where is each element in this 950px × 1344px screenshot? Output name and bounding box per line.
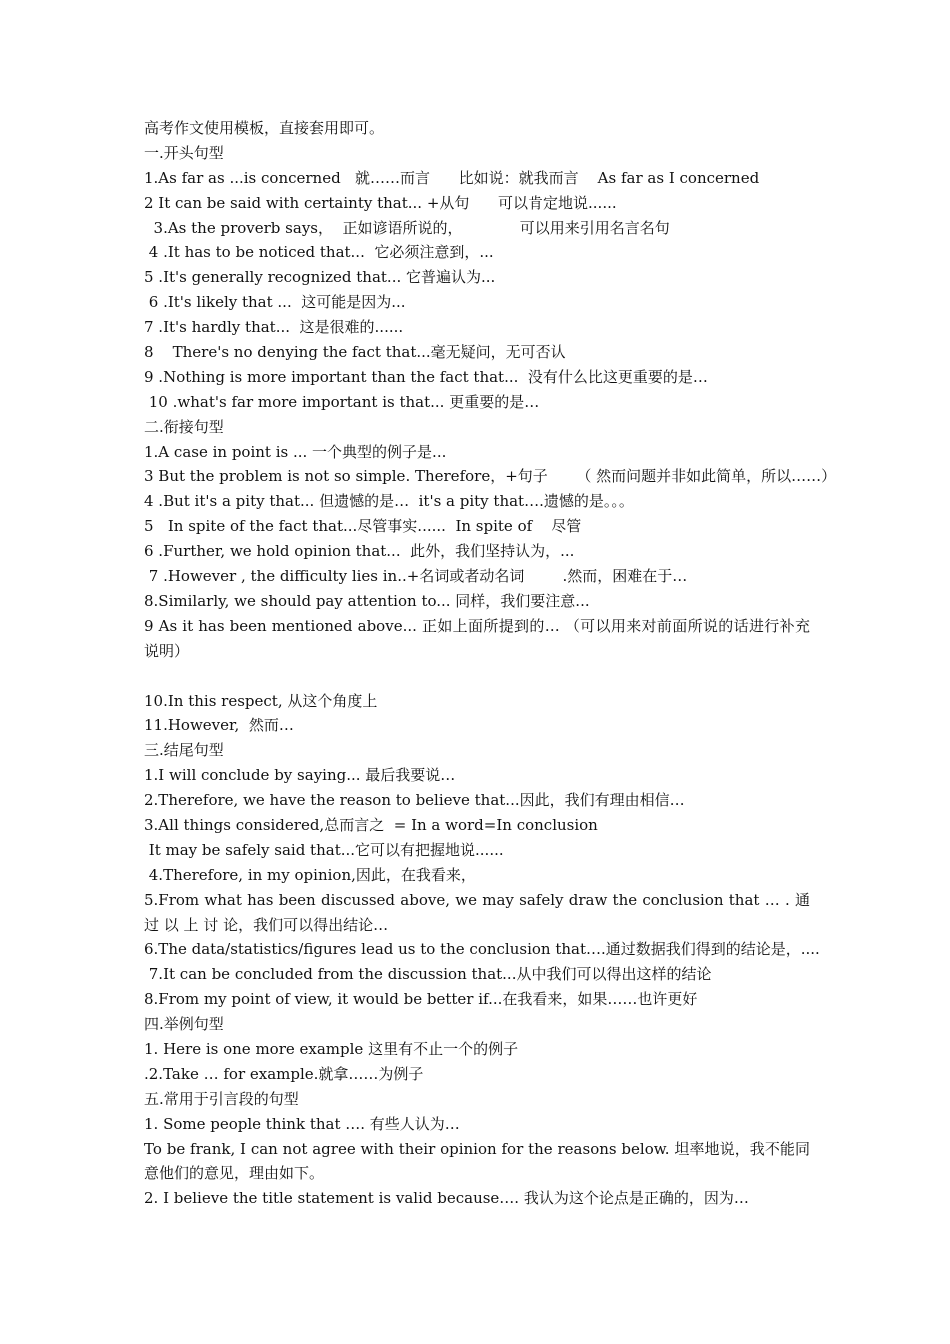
text-line: 9 .Nothing is more important than the fact that... 没有什么比这更重要的是…	[144, 367, 708, 386]
text-line: 4 .But it's a pity that... 但遗憾的是… it's a pity that….遗憾的是。。。	[144, 492, 634, 511]
section-heading-conclusion: 三.结尾句型	[144, 741, 224, 760]
text-line: 4.Therefore, in my opinion,因此，在我看来，	[144, 865, 476, 884]
text-paragraph: 5.From what has been discussed above, we may safely draw the conclusion that … . 通 过 以 上 讨 论，我们可以得出结论…	[144, 890, 810, 934]
text-line: 7.It can be concluded from the discussion that...从中我们可以得出这样的结论	[144, 965, 712, 984]
text-line: 7 .It's hardly that... 这是很难的......	[144, 318, 404, 337]
section-heading-introduction: 五.常用于引言段的句型	[144, 1089, 299, 1108]
text-line: 1.As far as ...is concerned 就……而言 比如说：就我而言 As far as I concerned	[144, 168, 760, 187]
text-line: .2.Take … for example.就拿……为例子	[144, 1064, 424, 1083]
text-paragraph: 9 As it has been mentioned above... 正如上面所提到的… （可以用来对前面所说的话进行补充说明）	[144, 616, 810, 660]
text-line: It may be safely said that...它可以有把握地说......	[144, 840, 504, 859]
document-body	[144, 116, 837, 1211]
text-line: 1. Some people think that …. 有些人认为…	[144, 1114, 460, 1133]
text-line: 2 It can be said with certainty that... +从句 可以肯定地说......	[144, 193, 617, 212]
text-line: 6 .It's likely that ... 这可能是因为...	[144, 293, 406, 312]
text-line: 3.All things considered,总而言之 = In a word=In conclusion	[144, 815, 598, 834]
document-title: 高考作文使用模板，直接套用即可。	[144, 119, 385, 137]
text-line: 8.From my point of view, it would be better if...在我看来，如果……也许更好	[144, 990, 698, 1009]
text-line: 10 .what's far more important is that... 更重要的是…	[144, 392, 540, 411]
text-line: 8 There's no denying the fact that...毫无疑问，无可否认	[144, 343, 566, 362]
text-line: 4 .It has to be noticed that... 它必须注意到，...	[144, 243, 494, 262]
text-line: 5 In spite of the fact that...尽管事实...... In spite of 尽管	[144, 517, 582, 536]
text-line: 1. Here is one more example 这里有不止一个的例子	[144, 1040, 519, 1059]
text-line: 3 But the problem is not so simple. Therefore，+句子 （ 然而问题并非如此简单，所以……）	[144, 467, 837, 486]
text-line: 11.However, 然而…	[144, 716, 294, 735]
section-heading-examples: 四.举例句型	[144, 1015, 224, 1034]
text-line: 3.As the proverb says， 正如谚语所说的， 可以用来引用名言名句	[144, 218, 670, 237]
text-line: 1.I will conclude by saying... 最后我要说…	[144, 766, 456, 785]
text-line: 2.Therefore, we have the reason to believe that...因此，我们有理由相信…	[144, 791, 685, 810]
text-paragraph: To be frank, I can not agree with their opinion for the reasons below. 坦率地说，我不能同意他们的意见，理由如下。	[144, 1139, 810, 1183]
text-line: 1.A case in point is ... 一个典型的例子是...	[144, 442, 447, 461]
text-line: 6.The data/statistics/figures lead us to the conclusion that….通过数据我们得到的结论是，....	[144, 940, 820, 959]
text-line: 5 .It's generally recognized that... 它普遍认为...	[144, 268, 496, 287]
section-heading-opening: 一.开头句型	[144, 143, 224, 162]
text-line: 10.In this respect, 从这个角度上	[144, 691, 378, 710]
blank-line	[144, 664, 810, 689]
section-heading-transition: 二.衔接句型	[144, 417, 224, 436]
text-line: 7 .However , the difficulty lies in..+名词或者动名词 .然而，困难在于…	[144, 567, 688, 586]
text-line: 8.Similarly, we should pay attention to... 同样，我们要注意...	[144, 591, 590, 610]
text-line: 2. I believe the title statement is valid because…. 我认为这个论点是正确的，因为…	[144, 1189, 749, 1208]
text-line: 6 .Further, we hold opinion that... 此外，我们坚持认为，...	[144, 542, 575, 561]
